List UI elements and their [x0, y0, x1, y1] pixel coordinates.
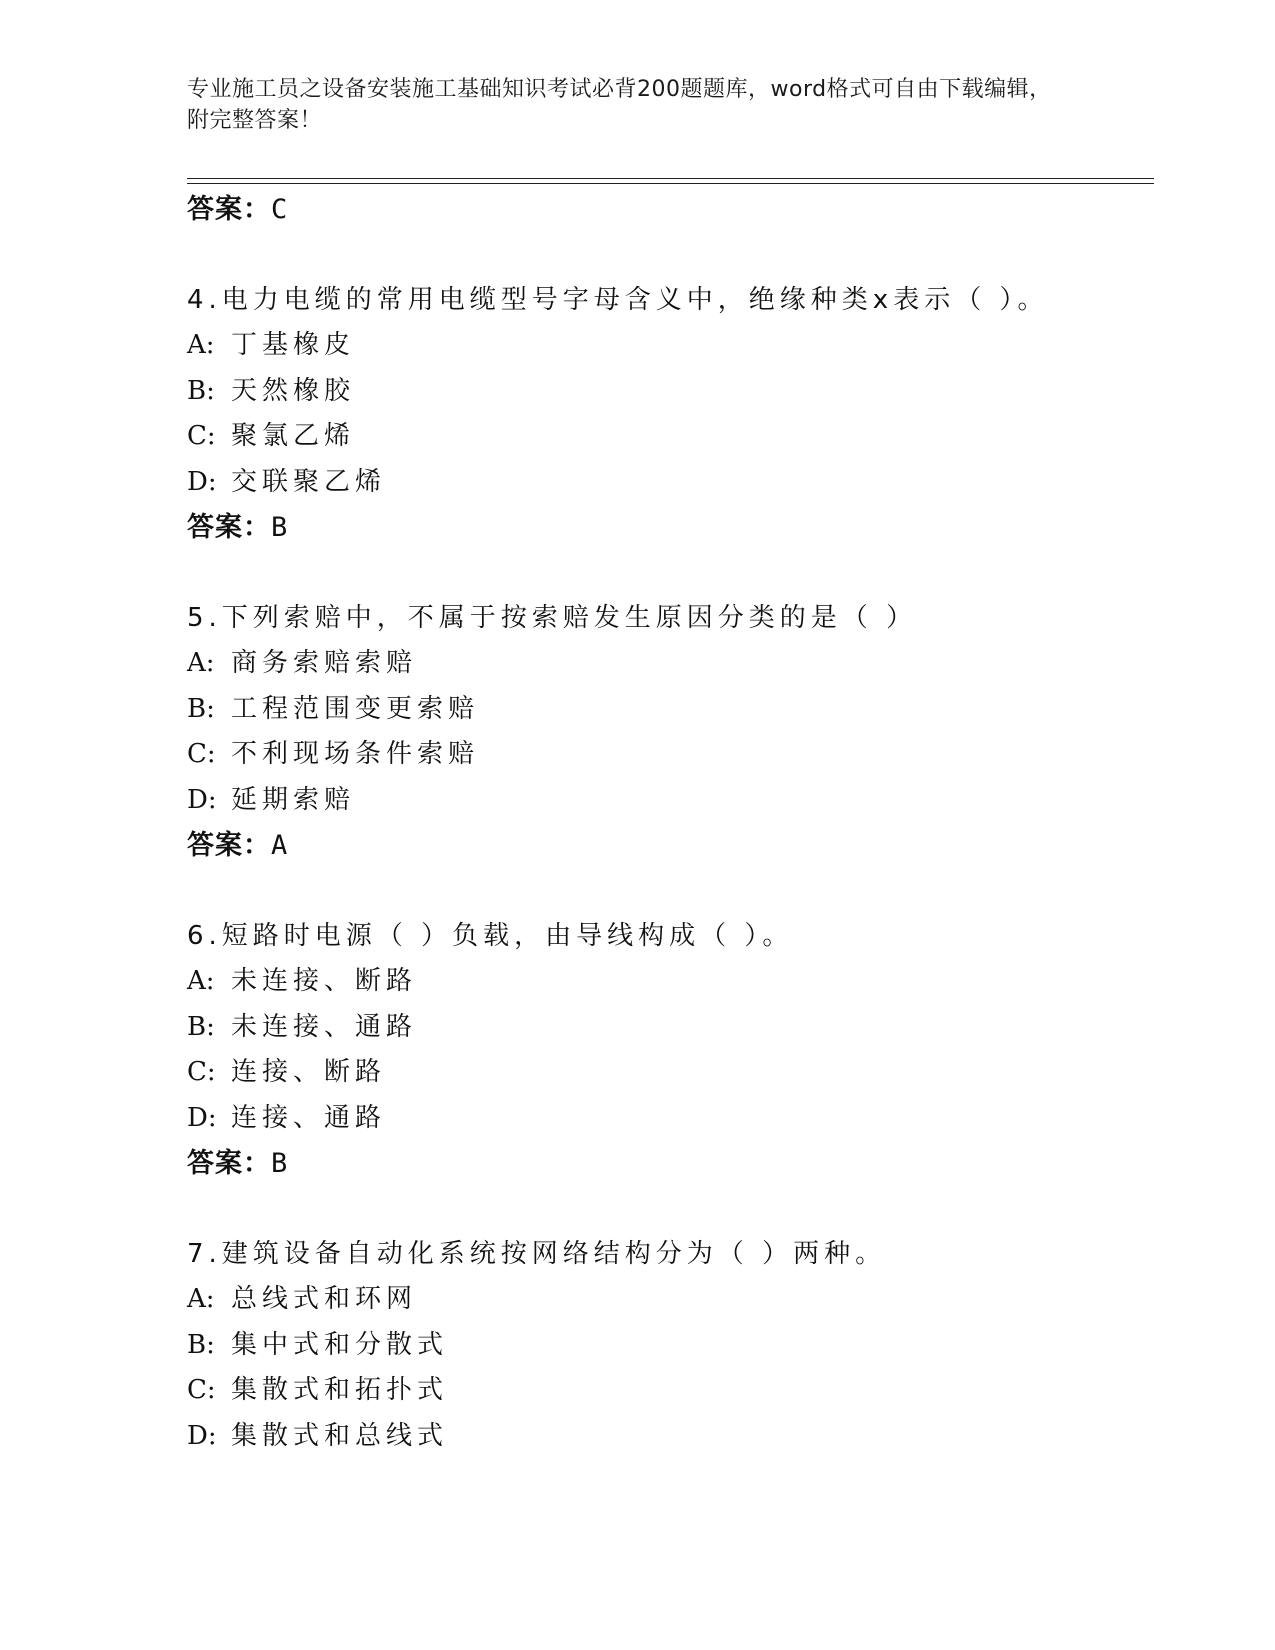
- option-key: A:: [187, 648, 215, 678]
- answer-line: [187, 505, 1147, 551]
- block-spacer: [187, 233, 1147, 278]
- block-spacer: [187, 869, 1147, 914]
- option-key: C:: [187, 421, 216, 451]
- question-list: [187, 187, 1147, 1459]
- answer-option: [187, 959, 1147, 1005]
- question-text: 6.短路时电源（ ）负载，由导线构成（ ）。: [187, 921, 794, 951]
- answer-option: [187, 369, 1147, 415]
- option-text: 延期索赔: [231, 784, 356, 815]
- option-key: B:: [187, 1329, 215, 1360]
- answer-label: 答案：: [187, 1148, 271, 1179]
- option-text: 集散式和拓扑式: [231, 1375, 449, 1405]
- question-text: 4.电力电缆的常用电缆型号字母含义中，绝缘种类x表示（ ）。: [187, 285, 1049, 315]
- option-key: A:: [187, 966, 215, 996]
- option-text: 商务索赔索赔: [231, 648, 418, 678]
- option-text: 不利现场条件索赔: [231, 739, 480, 769]
- option-key: D:: [187, 1102, 217, 1133]
- option-text: 未连接、断路: [231, 966, 418, 996]
- option-key: B:: [187, 693, 215, 724]
- header-rule-bottom: [187, 183, 1154, 184]
- option-key: A:: [187, 1284, 215, 1314]
- question-text: 7.建筑设备自动化系统按网络结构分为（ ）两种。: [187, 1239, 887, 1269]
- option-text: 连接、断路: [231, 1057, 387, 1087]
- answer-line: [187, 823, 1147, 869]
- answer-option: [187, 1096, 1147, 1142]
- option-key: D:: [187, 1420, 217, 1451]
- answer-option: [187, 1277, 1147, 1323]
- question-text: 5.下列索赔中，不属于按索赔发生原因分类的是（ ）: [187, 603, 918, 633]
- answer-option: [187, 414, 1147, 460]
- option-text: 丁基橡皮: [231, 330, 356, 360]
- answer-value: C: [271, 194, 289, 225]
- answer-option: [187, 641, 1147, 687]
- answer-option: [187, 778, 1147, 824]
- option-text: 工程范围变更索赔: [231, 693, 480, 724]
- block-spacer: [187, 1187, 1147, 1232]
- answer-label: 答案：: [187, 830, 271, 861]
- option-text: 总线式和环网: [231, 1284, 418, 1314]
- answer-option: [187, 460, 1147, 506]
- answer-option: [187, 687, 1147, 733]
- answer-label: 答案：: [187, 194, 271, 225]
- answer-line: [187, 187, 1147, 233]
- answer-option: [187, 732, 1147, 778]
- option-text: 未连接、通路: [231, 1011, 418, 1042]
- option-text: 集中式和分散式: [231, 1329, 449, 1360]
- answer-option: [187, 1368, 1147, 1414]
- option-key: C:: [187, 1057, 216, 1087]
- option-key: D:: [187, 784, 217, 815]
- answer-option: [187, 1005, 1147, 1051]
- answer-option: [187, 323, 1147, 369]
- answer-option: [187, 1414, 1147, 1460]
- answer-option: [187, 1323, 1147, 1369]
- answer-value: B: [271, 1148, 289, 1179]
- header-rule-top: [187, 178, 1154, 179]
- answer-value: A: [271, 830, 289, 861]
- block-spacer: [187, 551, 1147, 596]
- answer-option: [187, 1050, 1147, 1096]
- answer-label: 答案：: [187, 512, 271, 543]
- option-key: D:: [187, 466, 217, 497]
- option-text: 天然橡胶: [231, 375, 356, 406]
- option-key: C:: [187, 739, 216, 769]
- answer-line: [187, 1141, 1147, 1187]
- option-text: 集散式和总线式: [231, 1420, 449, 1451]
- option-text: 交联聚乙烯: [231, 466, 387, 497]
- option-text: 连接、通路: [231, 1102, 387, 1133]
- option-text: 聚氯乙烯: [231, 421, 356, 451]
- option-key: C:: [187, 1375, 216, 1405]
- document-header: 专业施工员之设备安装施工基础知识考试必背200题题库，word格式可自由下载编辑，附完整答案！: [187, 77, 1052, 133]
- option-key: B:: [187, 1011, 215, 1042]
- option-key: B:: [187, 375, 215, 406]
- option-key: A:: [187, 330, 215, 360]
- answer-value: B: [271, 512, 289, 543]
